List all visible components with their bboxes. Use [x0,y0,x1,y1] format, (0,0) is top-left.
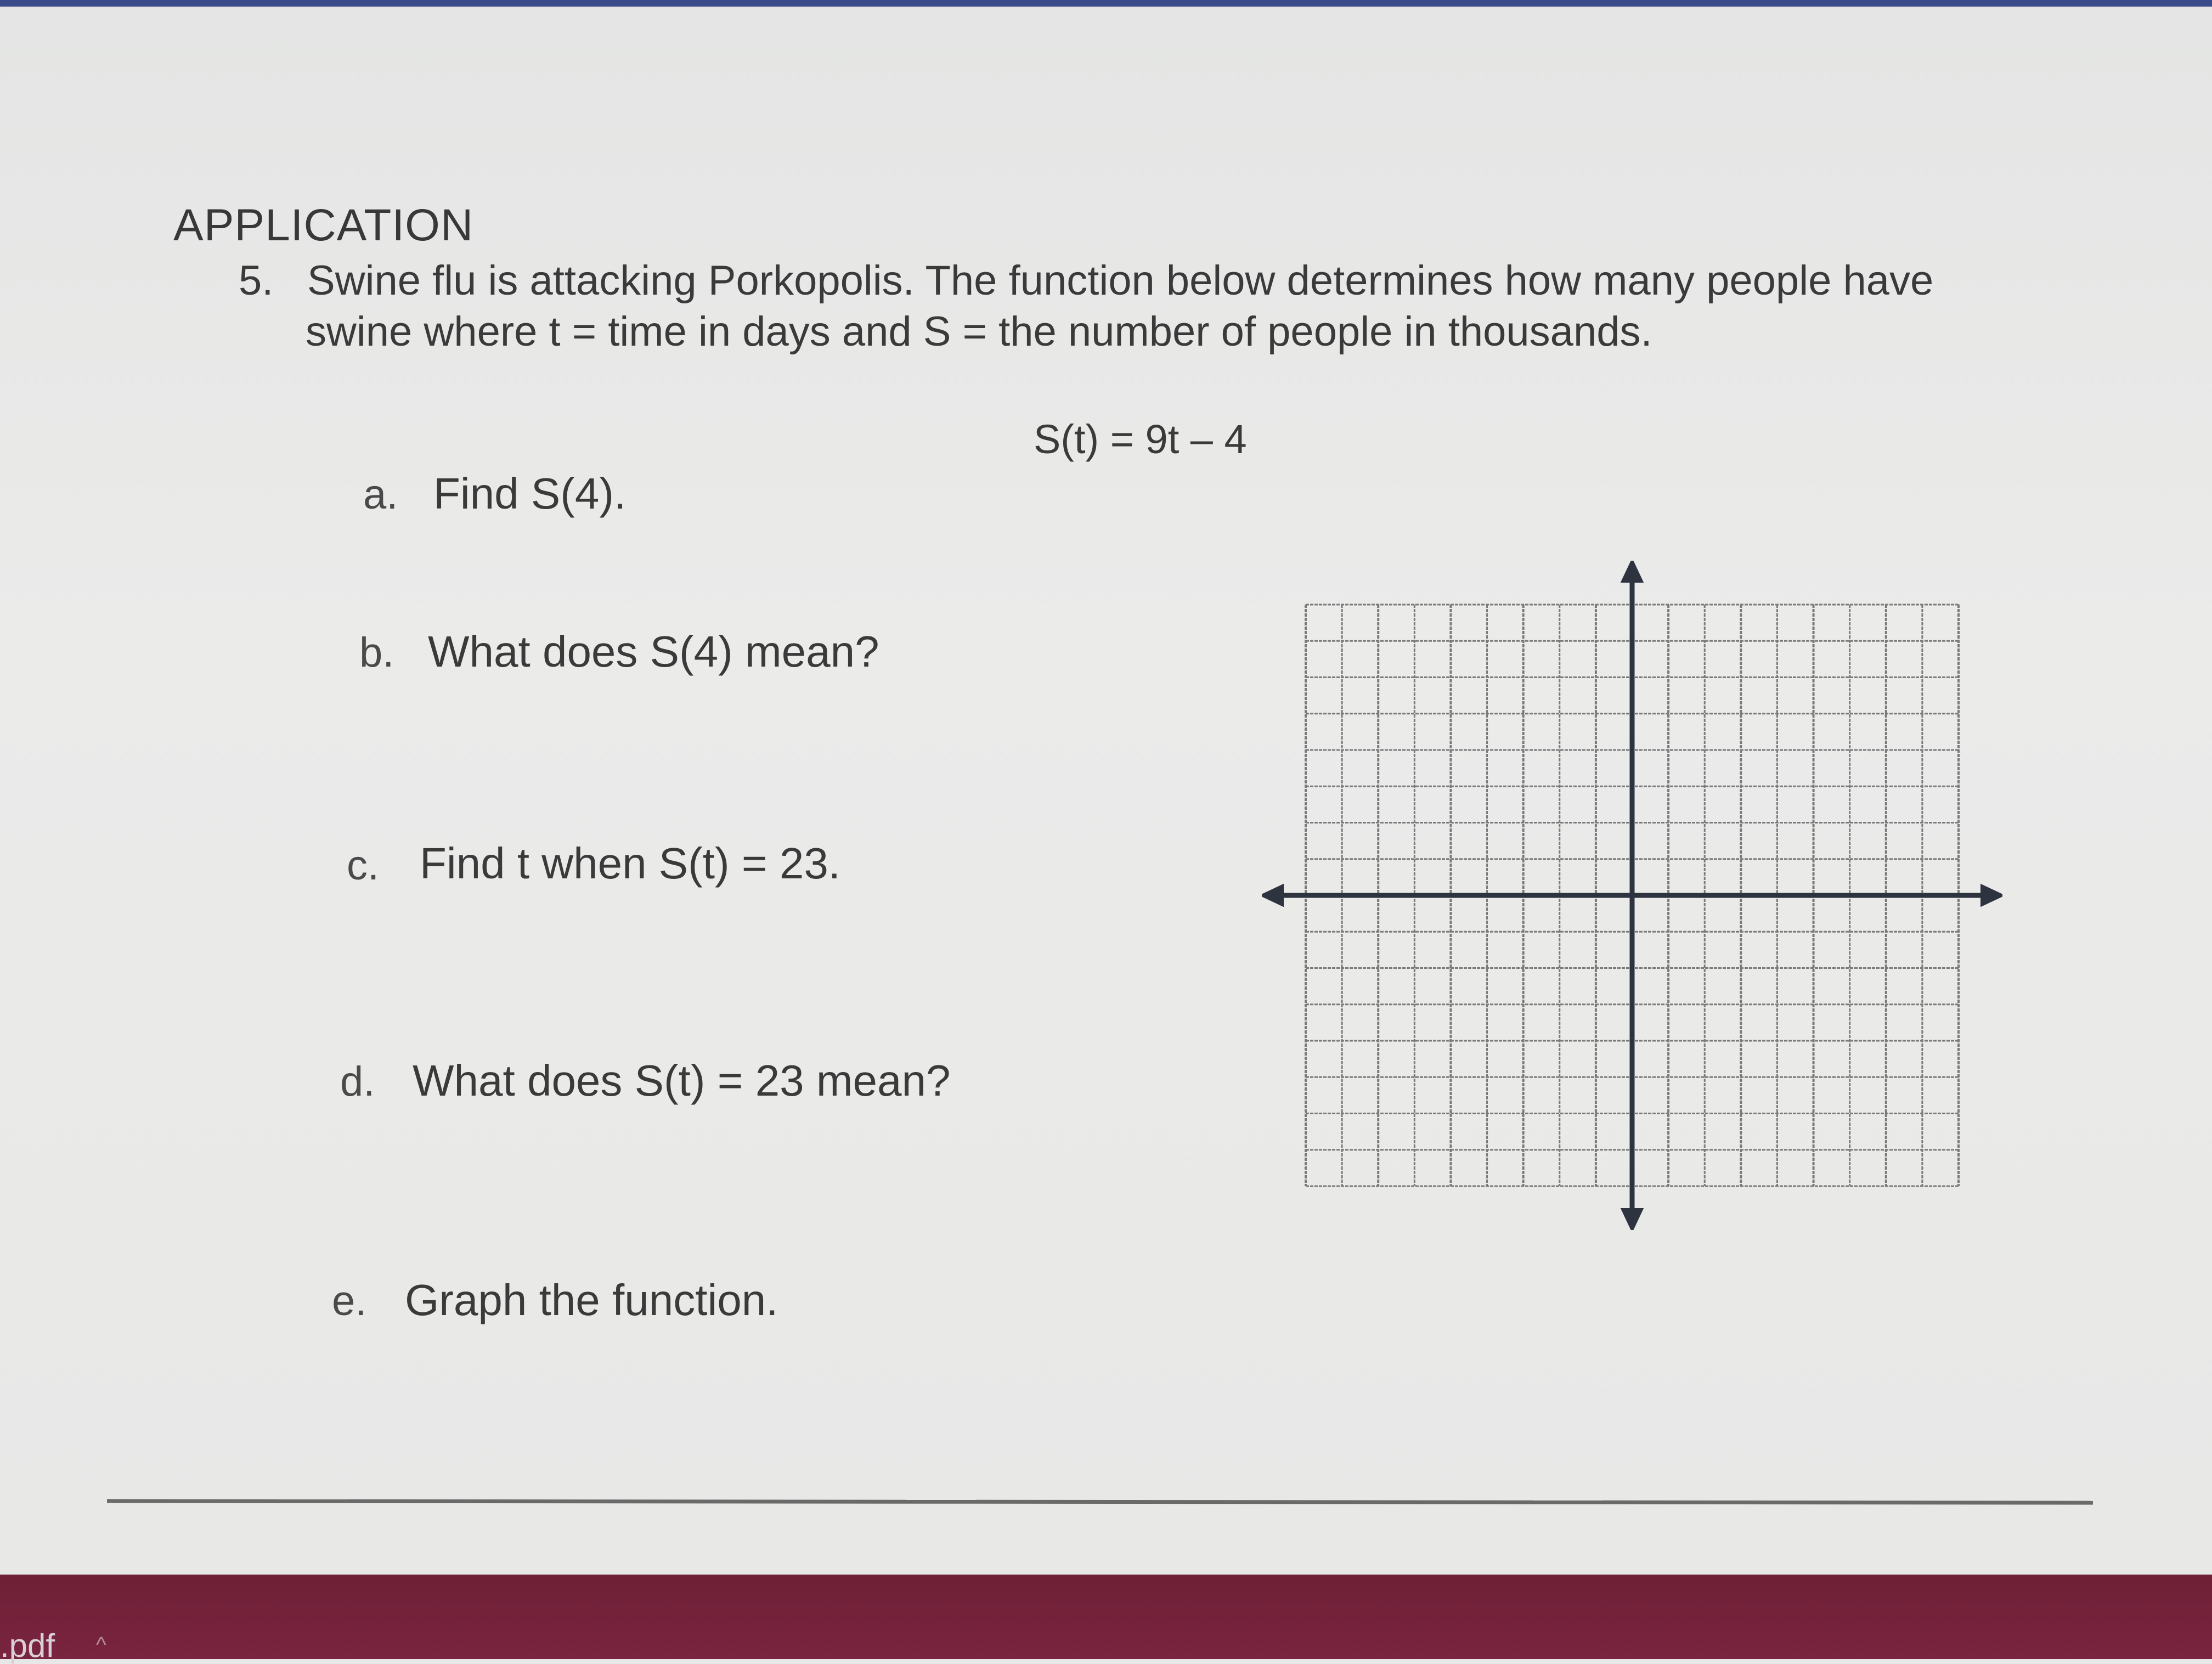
screen-top-edge [0,0,2212,7]
part-c-letter: c. [347,842,380,889]
x-axis-right-arrow [1980,884,2002,907]
chevron-up-icon[interactable]: ^ [96,1633,106,1657]
question-number: 5. [239,257,274,304]
part-a-letter: a. [363,471,398,518]
function-formula: S(t) = 9t – 4 [1034,416,1247,462]
y-axis-up-arrow [1621,561,1644,583]
coordinate-grid [1262,561,2002,1230]
download-filename[interactable]: .pdf [0,1627,55,1664]
part-d-letter: d. [340,1058,375,1105]
section-heading: APPLICATION [173,200,474,250]
question-text-line2: swine where t = time in days and S = the number of people in thousands. [306,308,1652,355]
worksheet-page [0,7,2212,1575]
part-c-text: Find t when S(t) = 23. [420,839,841,888]
part-a-text: Find S(4). [433,469,627,518]
x-axis-left-arrow [1262,884,1284,907]
part-b-text: What does S(4) mean? [428,627,879,676]
taskbar [0,1575,2212,1659]
question-text-line1: Swine flu is attacking Porkopolis. The function below determines how many people have [307,257,1934,304]
y-axis-down-arrow [1621,1208,1644,1230]
part-e-text: Graph the function. [405,1276,778,1324]
part-d-text: What does S(t) = 23 mean? [413,1056,951,1105]
part-e-letter: e. [332,1278,367,1324]
footer-rule [107,1499,2093,1504]
part-b-letter: b. [359,629,394,676]
